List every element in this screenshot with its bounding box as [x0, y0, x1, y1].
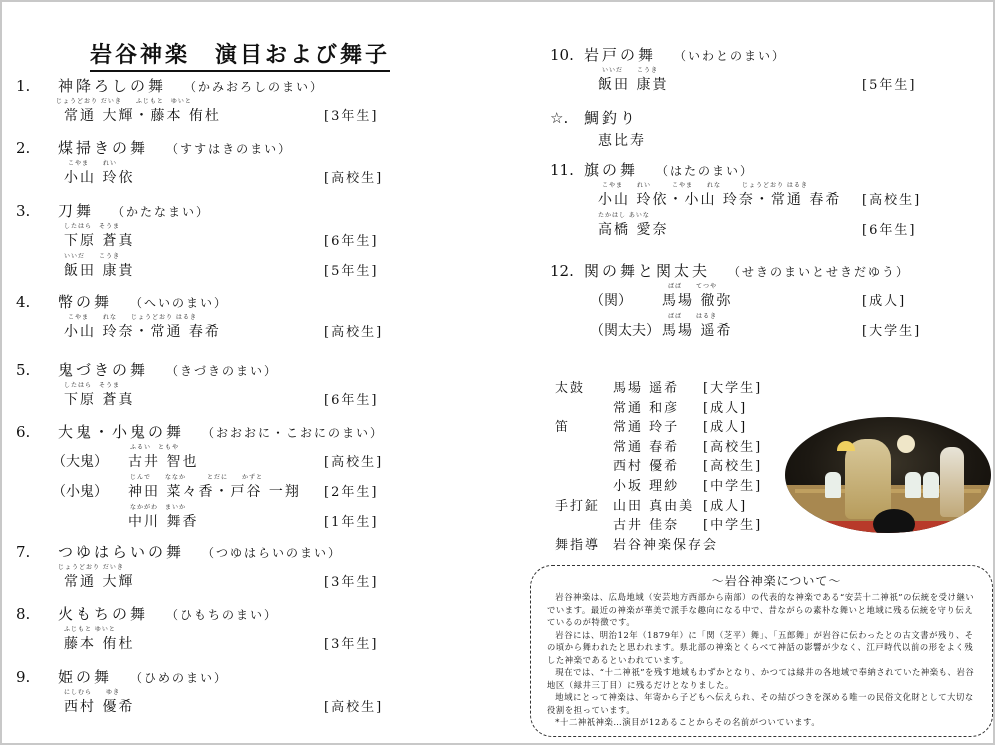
performer-row — [16, 687, 384, 717]
item-reading: （かたなまい） — [112, 205, 211, 219]
performer-row — [550, 210, 917, 240]
drum-shape — [897, 435, 915, 453]
performer-row — [16, 502, 384, 532]
performer-name: 恵比寿 — [598, 133, 646, 149]
item-name: 大鬼・小鬼の舞 — [58, 423, 185, 441]
performer-row — [550, 311, 922, 341]
program-item-3 — [16, 201, 379, 281]
performer-grade: [6年生] — [324, 393, 379, 408]
performer-ruby: じんで ななか とだに かずと — [130, 474, 264, 481]
musician-grade: [中学生] — [703, 478, 763, 494]
item-number: 9. — [16, 668, 31, 686]
program-item-5 — [16, 360, 379, 410]
item-number: 6. — [16, 423, 31, 441]
performer-ruby: ふじもと ゆいと — [64, 626, 116, 633]
performer-grade: [高校生] — [324, 455, 384, 470]
musician-grade: [成人] — [703, 400, 748, 416]
item-name: 旗の舞 — [584, 161, 639, 179]
item-name: 岩戸の舞 — [584, 46, 657, 64]
item-reading: （ひめのまい） — [130, 671, 229, 685]
item-reading: （はたのまい） — [656, 164, 755, 178]
program-item-1 — [16, 76, 379, 126]
item-name: 幣の舞 — [58, 293, 113, 311]
performer-row — [16, 158, 384, 188]
performer-ruby: したはら そうま — [64, 223, 121, 230]
about-paragraph: 岩谷には、明治12年（1879年）に「関（芝平）舞」、「五郎舞」が岩谷に伝わったとの古文書が残り、その頃から舞われたと思われます。県北部の神楽とくらべて神話の影響が少なく、江戸時代以前の形をよく残した神楽であるといわれています。 — [547, 629, 974, 665]
performer-grade: [5年生] — [324, 264, 379, 279]
item-name: 神降ろしの舞 — [58, 77, 167, 95]
musician-part: 舞指導 — [555, 537, 601, 553]
performer-row — [550, 128, 646, 154]
item-reading: （いわとのまい） — [674, 49, 787, 63]
item-name: 姫の舞 — [58, 668, 113, 686]
performer-ruby: ふるい ともや — [130, 444, 180, 451]
performer-name: 藤本 侑杜 — [64, 636, 135, 652]
musician-name: 岩谷神楽保存会 — [613, 537, 719, 553]
performer-ruby: したはら そうま — [64, 382, 121, 389]
performer-grade: [1年生] — [324, 515, 379, 530]
item-number: 8. — [16, 605, 31, 623]
about-title: ～岩谷神楽について～ — [711, 574, 842, 588]
performer-name: 小山 玲依・小山 玲奈・常通 春希 — [598, 192, 842, 208]
item-reading: （せきのまいとせきだゆう） — [728, 265, 911, 279]
musician-grade: [中学生] — [703, 518, 763, 534]
performer-role: （関太夫） — [590, 323, 660, 339]
performer-ruby: いいだ こうき — [602, 67, 659, 74]
item-reading: （ひもちのまい） — [166, 608, 279, 622]
performer-name: 馬場 遥希 — [662, 323, 733, 339]
kagura-performance-photo — [785, 417, 991, 533]
performer-role: （大鬼） — [52, 454, 108, 470]
performer-ruby: ばば てつや — [668, 283, 718, 290]
performer-name: 古井 智也 — [128, 454, 199, 470]
performer-row — [16, 472, 384, 502]
performer-grade: [高校生] — [324, 171, 384, 186]
musician-figure — [825, 472, 841, 498]
item-name: 鬼づきの舞 — [58, 361, 149, 379]
performer-ruby: いいだ こうき — [64, 253, 121, 260]
performer-row — [16, 96, 379, 126]
performer-grade: [大学生] — [862, 324, 922, 339]
musician-figure — [905, 472, 921, 498]
performer-grade: [6年生] — [862, 223, 917, 238]
item-name: 煤掃きの舞 — [58, 139, 149, 157]
performer-grade: [高校生] — [862, 193, 922, 208]
item-name: 関の舞と関太夫 — [584, 262, 711, 280]
about-body — [547, 591, 978, 729]
item-number: 12. — [550, 262, 574, 280]
performer-name: 中川 舞香 — [128, 514, 199, 530]
performer-name: 下原 蒼真 — [64, 392, 135, 408]
program-item-10 — [550, 45, 917, 95]
musician-name: 常通 春希 — [613, 439, 680, 455]
musician-name: 西村 優希 — [613, 459, 680, 475]
audience-head-shape — [873, 509, 915, 533]
performer-name: 飯田 康貴 — [64, 263, 135, 279]
performer-row — [550, 180, 922, 210]
performer-ruby: じょうどおり だいき — [58, 564, 124, 571]
item-number: 2. — [16, 139, 31, 157]
about-paragraph: 岩谷神楽は、広島地域（安芸地方西部から南部）の代表的な神楽である“安芸十二神祇”の伝統を受け継いでいます。最近の神楽が華美で派手な趣向になる中で、昔ながらの素朴な舞いと地域に残る伝統を守り伝えているのが特徴です。 — [547, 592, 975, 627]
performer-grade: [3年生] — [324, 575, 379, 590]
performer-row — [550, 65, 917, 95]
musician-grade: [成人] — [703, 498, 748, 514]
musician-grade: [高校生] — [703, 459, 763, 475]
musician-grade: [大学生] — [703, 381, 763, 396]
musician-part: 笛 — [555, 420, 571, 436]
performer-ruby: こやま れな じょうどおり はるき — [68, 314, 197, 321]
item-reading: （きづきのまい） — [166, 364, 279, 378]
performer-grade: [3年生] — [324, 109, 379, 124]
program-item-star — [550, 108, 646, 154]
performer-ruby: たかはし あいな — [598, 212, 650, 219]
about-paragraph: 現在では、“十二神祇”を残す地域もわずかとなり、かつては緑井の各地域で奉納されていた神楽も、岩谷地区（緑井三丁目）に残るだけとなりました。 — [547, 667, 975, 690]
performer-ruby: ばば はるき — [668, 313, 718, 320]
item-reading: （かみおろしのまい） — [184, 80, 325, 94]
performer-row — [16, 312, 384, 342]
performer-name: 常通 大輝・藤本 侑杜 — [64, 108, 221, 124]
musician-figure — [923, 472, 939, 498]
performer-grade: [2年生] — [324, 485, 379, 500]
performer-grade: [成人] — [862, 294, 907, 309]
dancer-figure — [940, 447, 964, 517]
about-footnote: *十二神祇神楽…演目が12あることからその名前がついています。 — [555, 717, 821, 727]
about-paragraph: 地域にとって神楽は、年寄から子どもへ伝えられ、その結びつきを深める唯一の民俗文化財として大切な役割を担っています。 — [547, 692, 974, 715]
item-number: 10. — [550, 46, 574, 64]
performer-name: 常通 大輝 — [64, 574, 135, 590]
musician-name: 常通 玲子 — [613, 420, 680, 436]
item-reading: （つゆはらいのまい） — [202, 546, 343, 560]
page-title: 岩谷神楽 演目および舞子 — [90, 38, 390, 72]
item-number: 11. — [550, 161, 574, 179]
performer-ruby: こやま れい — [68, 160, 118, 167]
performer-name: 神田 菜々香・戸谷 一翔 — [128, 484, 301, 500]
performer-name: 馬場 徹弥 — [662, 293, 733, 309]
musician-part: 手打鉦 — [555, 498, 601, 514]
performer-name: 高橋 愛奈 — [598, 222, 669, 238]
item-reading: （へいのまい） — [130, 296, 229, 310]
performer-ruby: なかがわ まいか — [130, 504, 187, 511]
item-name: 火もちの舞 — [58, 605, 149, 623]
item-name: つゆはらいの舞 — [58, 543, 185, 561]
performer-row — [550, 281, 910, 311]
musician-name: 馬場 遥希 — [613, 381, 680, 396]
performer-role: （小鬼） — [52, 484, 108, 500]
item-number: 5. — [16, 361, 31, 379]
performer-name: 小山 玲依 — [64, 170, 135, 186]
program-item-12 — [550, 261, 922, 341]
performer-grade: [3年生] — [324, 637, 379, 652]
performer-row — [16, 251, 379, 281]
musician-name: 古井 佳奈 — [613, 518, 680, 534]
performer-name: 飯田 康貴 — [598, 77, 669, 93]
item-name: 鯛釣り — [584, 109, 639, 127]
dancer-figure — [845, 439, 891, 519]
performer-row — [16, 221, 379, 251]
performer-name: 西村 優希 — [64, 699, 135, 715]
performer-row — [16, 624, 379, 654]
musician-grade: [高校生] — [703, 439, 763, 455]
performer-name: 下原 蒼真 — [64, 233, 135, 249]
performer-row — [16, 442, 384, 472]
item-number: 1. — [16, 77, 31, 95]
item-name: 刀舞 — [58, 202, 95, 220]
musician-name: 小坂 理紗 — [613, 478, 680, 494]
item-number: ☆. — [550, 109, 569, 127]
performer-grade: [5年生] — [862, 78, 917, 93]
performer-grade: [高校生] — [324, 325, 384, 340]
item-number: 4. — [16, 293, 31, 311]
program-item-8 — [16, 604, 379, 654]
program-item-7 — [16, 542, 379, 592]
item-reading: （おおおに・こおにのまい） — [202, 426, 385, 440]
performer-grade: [6年生] — [324, 234, 379, 249]
performer-role: （関） — [590, 293, 632, 309]
program-item-4 — [16, 292, 384, 342]
musician-part: 太鼓 — [555, 381, 586, 396]
program-item-11 — [550, 160, 922, 240]
musician-name: 山田 真由美 — [613, 498, 695, 514]
item-number: 7. — [16, 543, 31, 561]
performer-ruby: じょうどおり だいき ふじもと ゆいと — [56, 98, 192, 105]
program-item-9 — [16, 667, 384, 717]
program-item-2 — [16, 138, 384, 188]
item-reading: （すすはきのまい） — [166, 142, 293, 156]
performer-name: 小山 玲奈・常通 春希 — [64, 324, 221, 340]
musician-grade: [成人] — [703, 420, 748, 436]
performer-row — [16, 380, 379, 410]
musician-name: 常通 和彦 — [613, 400, 680, 416]
performer-row — [16, 562, 379, 592]
program-item-6 — [16, 422, 384, 532]
performer-ruby: こやま れい こやま れな じょうどおり はるき — [602, 182, 808, 189]
about-box — [530, 565, 993, 737]
performer-ruby: にしむら ゆき — [64, 689, 121, 696]
item-number: 3. — [16, 202, 31, 220]
performer-grade: [高校生] — [324, 700, 384, 715]
